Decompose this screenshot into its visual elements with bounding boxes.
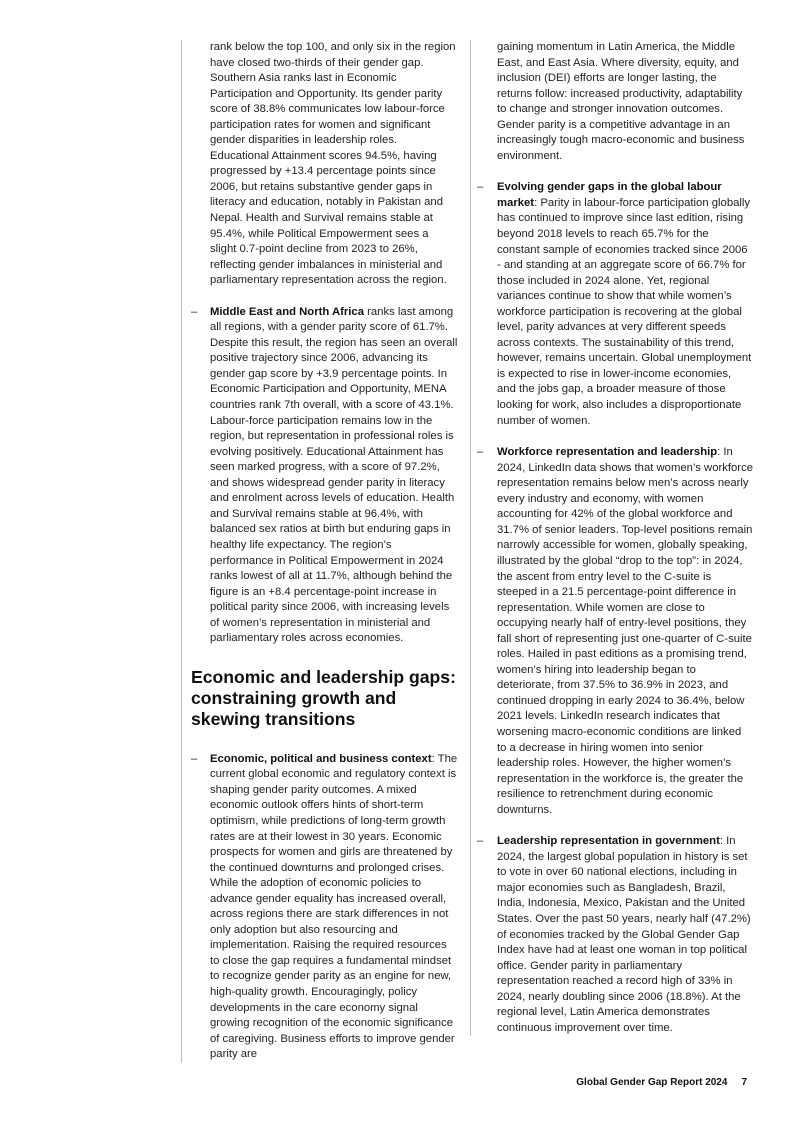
mena-heading: Middle East and North Africa	[210, 305, 364, 318]
left-column	[181, 40, 458, 1063]
page-footer	[576, 1077, 747, 1088]
bullet-dash: –	[477, 835, 484, 848]
workforce-bullet	[477, 445, 754, 818]
bullet-dash: –	[191, 305, 198, 318]
labour-market-heading: Evolving gender gaps in the global labour market	[497, 181, 722, 209]
econ-context-bullet	[191, 752, 458, 1063]
bullet-dash: –	[477, 181, 484, 194]
mena-text: ranks last among all regions, with a gender parity score of 61.7%. Despite this result, the region has seen an overall positive trajectory since 2006, advancing its gender gap score by +3.9 percentage points. In Economic Participation and Opportunity, MENA countries rank 7th overall, with a score of 43.1%. Labour-force participation remains low in the region, but representation in professional roles is evolving positively. Educational Attainment has seen marked progress, with a score of 97.2%, and shows widespread gender parity in literacy and enrolment across levels of education. Health and Survival remains stable at 96.4%, with balanced sex ratios at birth but enduring gaps in healthy life expectancy. The region’s performance in Political Empowerment in 2024 ranks lowest of all at 11.7%, although behind the figure is an +8.4 percentage-point increase in political parity since 2006, with increasing levels of women’s representation in ministerial and parliamentary roles across economies.	[210, 305, 458, 645]
government-heading: Leadership representation in government	[497, 835, 720, 848]
section-heading: Economic and leadership gaps: constraining growth and skewing transitions	[191, 666, 456, 729]
bullet-dash: –	[477, 446, 484, 459]
labour-market-bullet	[477, 180, 753, 429]
econ-context-heading: Economic, political and business context	[210, 752, 432, 765]
labour-market-text: : Parity in labour-force participation globally has continued to improve since last edition, rising beyond 2018 levels to reach 65.7% for the constant sample of economies tracked since 2006 - and standing at an aggregate score of 66.7% for those included in 2024 alone. Yet, regional variances continue to show that while women’s workforce participation is recovering at the global level, parity advances at very different speeds across contexts. The sustainability of this trend, however, remains uncertain. Global unemployment is expected to rise in lower-income economies, and the jobs gap, a broader measure of those looking for work, also includes a disproportionate number of women.	[497, 196, 752, 427]
southern-asia-paragraph: rank below the top 100, and only six in the region have closed two-thirds of their gender gap. Southern Asia ranks last in Economic Participation and Opportunity. Its gender parity score of 38.8% communicates low labour-force participation rates for women and significant gender disparities in leadership roles. Educational Attainment scores 94.5%, having progressed by +13.4 percentage points since 2006, but retains substantive gender gaps in literacy and education, notably in Pakistan and Nepal. Health and Survival remains stable at 95.4%, while Political Empowerment sees a slight 0.7-point decline from 2023 to 26%, reflecting gender imbalances in ministerial and parliamentary representation across the region.	[210, 41, 456, 287]
government-bullet	[477, 834, 753, 1036]
bullet-dash: –	[191, 752, 198, 765]
page-number: 7	[741, 1077, 747, 1088]
government-text: : In 2024, the largest global population in history is set to vote in over 60 national elections, including in major economies such as Bangladesh, Brazil, India, Indonesia, Mexico, Pakistan and the United States. Over the past 50 years, nearly half (47.2%) of economies tracked by the Global Gender Gap Index have had at least one woman in top political office. Gender parity in parliamentary representation reached a record high of 33% in 2024, nearly doubling since 2006 (18.8%). At the regional level, Latin America demonstrates continuous improvement over time.	[497, 835, 751, 1034]
mena-bullet	[191, 305, 458, 647]
right-column	[470, 40, 753, 1036]
workforce-heading: Workforce representation and leadership	[497, 446, 718, 459]
continuation-paragraph: gaining momentum in Latin America, the Middle East, and East Asia. Where diversity, equity, and inclusion (DEI) efforts are longer lasting, the returns follow: increased productivity, adaptability to change and stronger innovation outcomes. Gender parity is a competitive advantage in an increasingly tough macro-economic and business environment.	[497, 41, 745, 162]
report-title: Global Gender Gap Report 2024	[576, 1077, 728, 1088]
econ-context-text: : The current global economic and regulatory context is shaping gender parity outcomes. A mixed economic outlook offers hints of short-term optimism, while predictions of long-term growth rates are at their lowest in 30 years. Economic prospects for women and girls are threatened by the continued downturns and prolonged crises. While the adoption of economic policies to advance gender equality has increased overall, across regions there are stark differences in not only adoption but also resourcing and implementation. Raising the required resources to close the gap requires a fundamental mindset to recognize gender parity as an engine for new, high-quality growth. Encouragingly, policy developments in the care economy signal growing recognition of the economic significance of caregiving. Business efforts to improve gender parity are	[210, 752, 458, 1061]
workforce-text: : In 2024, LinkedIn data shows that women’s workforce representation remains below men’s across nearly every industry and economy, with women accounting for 42% of the global workforce and 31.7% of senior leaders. Top-level positions remain narrowly accessible for women, globally speaking, illustrated by the global “drop to the top”: in 2024, the ascent from entry level to the C-suite is steeped in a 21.5 percentage-point difference in representation. While women are close to occupying nearly half of entry-level positions, they fall short of representing just one-quarter of C-suite roles. Hailed in past editions as a promising trend, women’s hiring into leadership began to deteriorate, from 37.5% to 36.9% in 2023, and continued dropping in early 2024 to 36.4%, below 2021 levels. LinkedIn research indicates that worsening macro-economic conditions are linked to a decrease in hiring women into senior leadership roles. However, the higher women’s representation in the workforce is, the greater the resilience to retrenchment during economic downturns.	[497, 446, 754, 816]
